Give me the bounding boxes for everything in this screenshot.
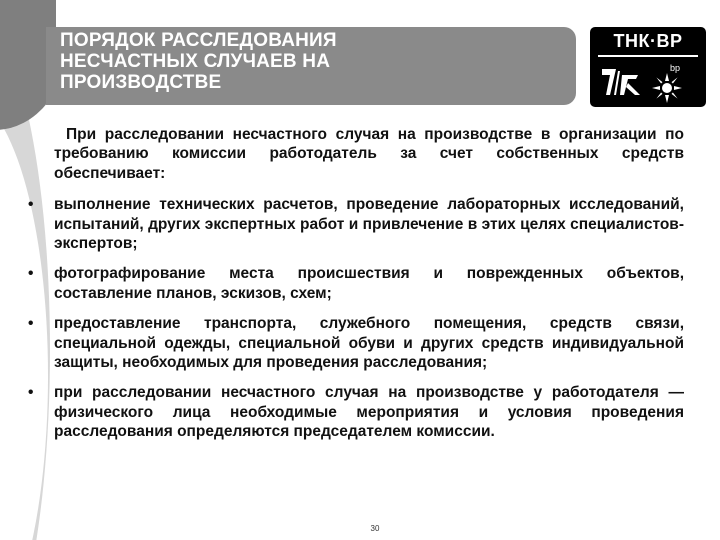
bullet-text: предоставление транспорта, служебного помещения, средств связи, специальной одежды, специальной обуви и других средств индивидуальной защиты, необходимых для проведения расследования; (54, 315, 684, 372)
tnk-emblem-icon (598, 65, 642, 99)
logo-divider (598, 55, 698, 57)
bullet-item (28, 383, 684, 441)
intro-paragraph: При расследовании несчастного случая на производстве в организации по требованию комиссии работодатель за счет собственных средств обеспечивает: (54, 126, 684, 182)
slide-content (28, 125, 684, 453)
company-logo (590, 27, 706, 107)
bullet-text: выполнение технических расчетов, проведение лабораторных исследований, испытаний, других экспертных работ и привлечение в этих целях специалистов-экспертов; (54, 196, 684, 253)
bullet-text: фотографирование места происшествия и поврежденных объектов, составление планов, эскизов, схем; (54, 265, 684, 302)
bullet-list (28, 195, 684, 441)
bullet-icon: • (28, 315, 34, 333)
bullet-text: при расследовании несчастного случая на производстве у работодателя — физического лица необходимые мероприятия и условия проведения расследования определяются председателем комиссии. (54, 384, 684, 441)
helios-sun-icon (650, 71, 684, 105)
bullet-icon: • (28, 196, 34, 214)
logo-bp-label: bp (670, 63, 681, 73)
logo-wordmark: ТНК·ВР (613, 31, 683, 51)
bullet-item (28, 195, 684, 253)
slide-title: ПОРЯДОК РАССЛЕДОВАНИЯ НЕСЧАСТНЫХ СЛУЧАЕВ НА ПРОИЗВОДСТВЕ (60, 30, 337, 93)
bullet-icon: • (28, 384, 34, 402)
bullet-icon: • (28, 265, 34, 283)
bullet-item (28, 264, 684, 303)
bullet-item (28, 314, 684, 372)
page-number: 30 (370, 524, 380, 533)
